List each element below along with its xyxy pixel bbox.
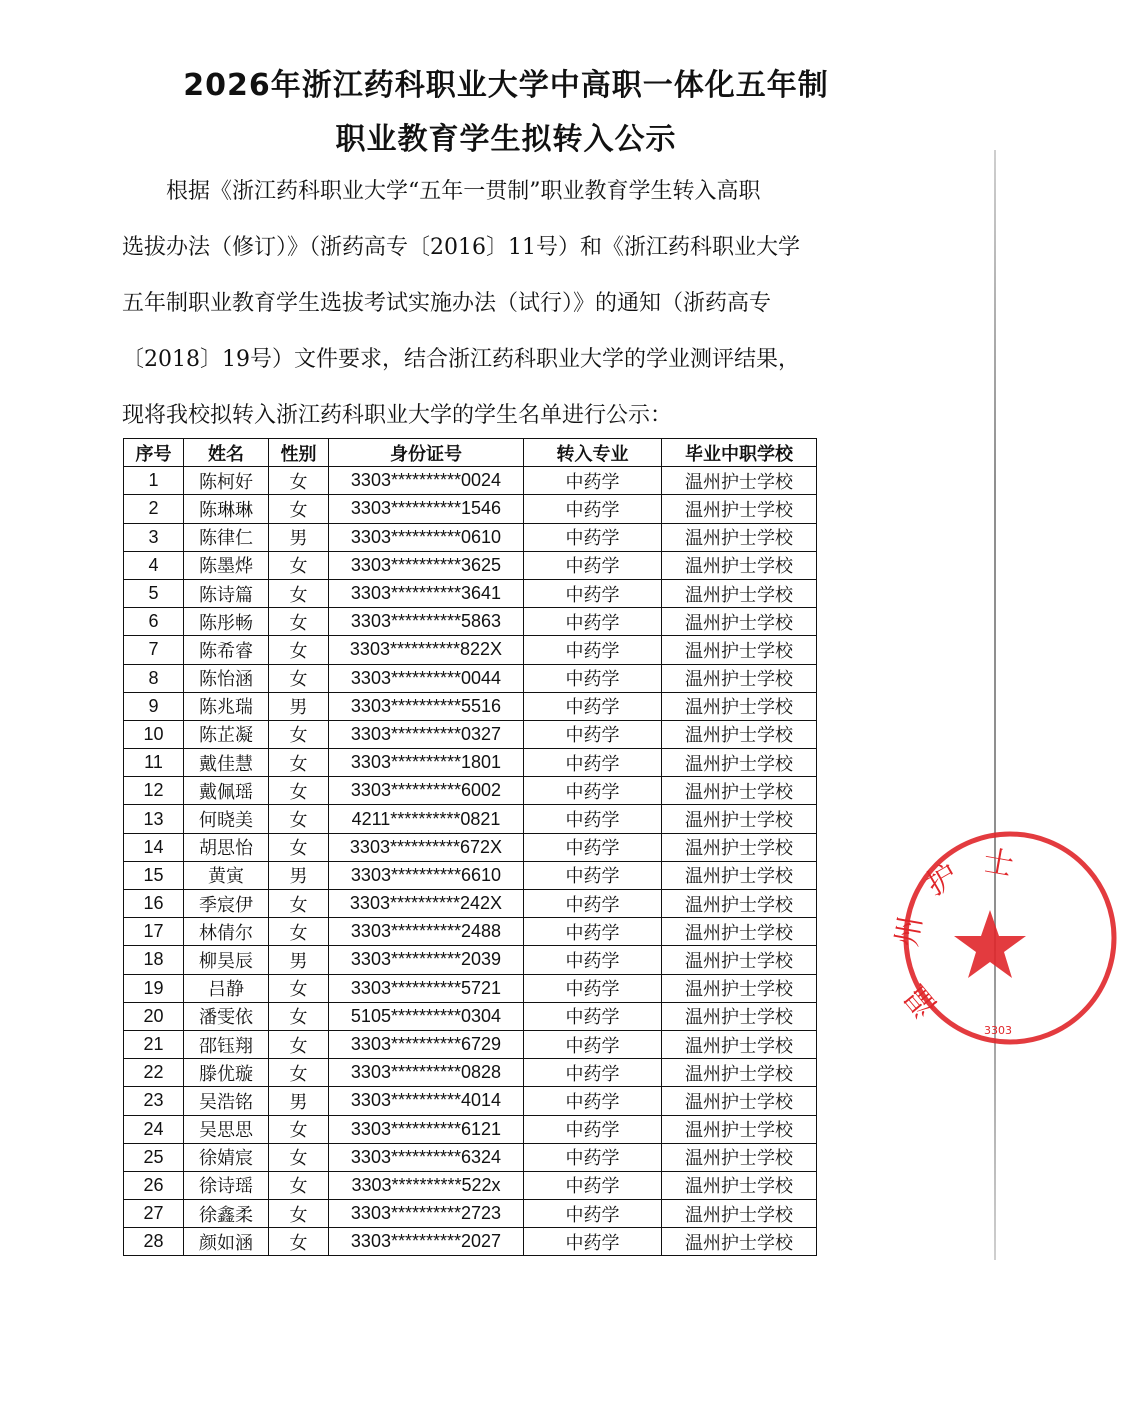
table-row [124,1115,817,1143]
cell-major: 中药学 [524,692,662,720]
cell-id-number: 3303**********0828 [329,1059,524,1087]
cell-index: 19 [124,974,184,1002]
cell-gender: 女 [269,1171,329,1199]
cell-school: 温州护士学校 [662,608,817,636]
cell-gender: 男 [269,692,329,720]
cell-index: 7 [124,636,184,664]
cell-school: 温州护士学校 [662,1002,817,1030]
cell-gender: 男 [269,861,329,889]
cell-name: 陈柯好 [184,467,269,495]
cell-gender: 女 [269,720,329,748]
cell-gender: 女 [269,636,329,664]
cell-id-number: 3303**********6002 [329,777,524,805]
cell-id-number: 3303**********1801 [329,749,524,777]
cell-gender: 女 [269,1143,329,1171]
table-row [124,467,817,495]
cell-name: 陈律仁 [184,523,269,551]
cell-index: 25 [124,1143,184,1171]
cell-gender: 女 [269,664,329,692]
cell-index: 5 [124,579,184,607]
cell-index: 16 [124,890,184,918]
cell-school: 温州护士学校 [662,1228,817,1256]
cell-name: 柳昊辰 [184,946,269,974]
table-row [124,749,817,777]
cell-index: 26 [124,1171,184,1199]
cell-major: 中药学 [524,890,662,918]
cell-index: 18 [124,946,184,974]
cell-id-number: 3303**********672X [329,833,524,861]
cell-id-number: 3303**********6324 [329,1143,524,1171]
document-title-line2: 职业教育学生拟转入公示 [335,122,677,157]
cell-id-number: 3303**********3641 [329,579,524,607]
cell-index: 17 [124,918,184,946]
cell-major: 中药学 [524,551,662,579]
cell-school: 温州护士学校 [662,1143,817,1171]
cell-name: 戴佳慧 [184,749,269,777]
header-gender: 性别 [269,439,329,467]
cell-index: 20 [124,1002,184,1030]
cell-name: 徐婧宸 [184,1143,269,1171]
header-id-number: 身份证号 [329,439,524,467]
cell-school: 温州护士学校 [662,467,817,495]
intro-line-4: 〔2018〕19号）文件要求，结合浙江药科职业大学的学业测评结果， [122,347,800,372]
intro-line-5: 现将我校拟转入浙江药科职业大学的学生名单进行公示： [122,403,673,428]
cell-gender: 女 [269,1059,329,1087]
intro-line-1: 根据《浙江药科职业大学“五年一贯制”职业教育学生转入高职 [166,179,761,204]
cell-gender: 女 [269,608,329,636]
cell-name: 戴佩瑶 [184,777,269,805]
cell-major: 中药学 [524,918,662,946]
cell-gender: 女 [269,579,329,607]
table-row [124,833,817,861]
cell-index: 9 [124,692,184,720]
official-seal [890,818,1130,1058]
table-row [124,1171,817,1199]
table-row [124,608,817,636]
cell-name: 陈希睿 [184,636,269,664]
cell-index: 23 [124,1087,184,1115]
cell-major: 中药学 [524,1030,662,1058]
cell-gender: 男 [269,523,329,551]
cell-index: 12 [124,777,184,805]
cell-index: 2 [124,495,184,523]
cell-id-number: 3303**********5516 [329,692,524,720]
cell-name: 徐诗瑶 [184,1171,269,1199]
cell-id-number: 3303**********6729 [329,1030,524,1058]
cell-major: 中药学 [524,946,662,974]
cell-name: 邵钰翔 [184,1030,269,1058]
cell-major: 中药学 [524,861,662,889]
seal-char-3: 护 [920,857,964,903]
cell-id-number: 3303**********522x [329,1171,524,1199]
cell-major: 中药学 [524,777,662,805]
cell-major: 中药学 [524,523,662,551]
cell-name: 滕优璇 [184,1059,269,1087]
table-row [124,692,817,720]
cell-id-number: 3303**********4014 [329,1087,524,1115]
cell-index: 11 [124,749,184,777]
cell-school: 温州护士学校 [662,1115,817,1143]
document-title-line1: 2026年浙江药科职业大学中高职一体化五年制 [183,68,829,103]
cell-id-number: 3303**********0024 [329,467,524,495]
cell-major: 中药学 [524,1115,662,1143]
header-major: 转入专业 [524,439,662,467]
cell-gender: 女 [269,777,329,805]
table-row [124,523,817,551]
cell-index: 21 [124,1030,184,1058]
cell-gender: 女 [269,1228,329,1256]
cell-index: 1 [124,467,184,495]
cell-gender: 男 [269,946,329,974]
cell-id-number: 3303**********0044 [329,664,524,692]
seal-char-1: 温 [898,977,945,1024]
cell-major: 中药学 [524,974,662,1002]
table-header-row [124,439,817,467]
cell-id-number: 3303**********2488 [329,918,524,946]
cell-index: 15 [124,861,184,889]
table-row [124,636,817,664]
cell-school: 温州护士学校 [662,692,817,720]
header-index: 序号 [124,439,184,467]
cell-major: 中药学 [524,720,662,748]
cell-index: 24 [124,1115,184,1143]
cell-index: 28 [124,1228,184,1256]
cell-index: 13 [124,805,184,833]
cell-major: 中药学 [524,467,662,495]
cell-major: 中药学 [524,1228,662,1256]
cell-major: 中药学 [524,833,662,861]
cell-name: 颜如涵 [184,1228,269,1256]
cell-id-number: 3303**********6610 [329,861,524,889]
table-row [124,1200,817,1228]
cell-major: 中药学 [524,495,662,523]
table-row [124,861,817,889]
cell-name: 陈琳琳 [184,495,269,523]
cell-gender: 男 [269,1087,329,1115]
cell-id-number: 3303**********822X [329,636,524,664]
cell-index: 22 [124,1059,184,1087]
cell-school: 温州护士学校 [662,664,817,692]
cell-id-number: 5105**********0304 [329,1002,524,1030]
cell-name: 陈墨烨 [184,551,269,579]
cell-gender: 女 [269,1200,329,1228]
cell-id-number: 3303**********2723 [329,1200,524,1228]
table-row [124,1030,817,1058]
cell-gender: 女 [269,805,329,833]
table-row [124,1087,817,1115]
cell-gender: 女 [269,1002,329,1030]
table-row [124,495,817,523]
cell-id-number: 4211**********0821 [329,805,524,833]
scan-edge-line [994,150,996,1260]
cell-name: 吴思思 [184,1115,269,1143]
cell-gender: 女 [269,890,329,918]
header-school: 毕业中职学校 [662,439,817,467]
cell-index: 6 [124,608,184,636]
cell-name: 林倩尔 [184,918,269,946]
cell-name: 陈兆瑞 [184,692,269,720]
cell-id-number: 3303**********5721 [329,974,524,1002]
cell-school: 温州护士学校 [662,918,817,946]
seal-star-icon [954,910,1026,978]
table-row [124,890,817,918]
table-row [124,777,817,805]
cell-major: 中药学 [524,608,662,636]
cell-school: 温州护士学校 [662,523,817,551]
cell-index: 3 [124,523,184,551]
cell-name: 黄寅 [184,861,269,889]
cell-id-number: 3303**********5863 [329,608,524,636]
cell-id-number: 3303**********0327 [329,720,524,748]
intro-paragraph [122,164,838,444]
cell-index: 27 [124,1200,184,1228]
cell-index: 14 [124,833,184,861]
cell-name: 胡思怡 [184,833,269,861]
table-row [124,1002,817,1030]
cell-index: 10 [124,720,184,748]
cell-index: 8 [124,664,184,692]
cell-id-number: 3303**********0610 [329,523,524,551]
seal-char-4: 士 [980,843,1017,884]
cell-gender: 女 [269,974,329,1002]
cell-major: 中药学 [524,1059,662,1087]
cell-school: 温州护士学校 [662,1087,817,1115]
cell-major: 中药学 [524,1171,662,1199]
cell-school: 温州护士学校 [662,749,817,777]
student-list-table [123,438,817,1256]
cell-gender: 女 [269,551,329,579]
cell-school: 温州护士学校 [662,946,817,974]
cell-name: 何晓美 [184,805,269,833]
cell-name: 潘雯依 [184,1002,269,1030]
cell-major: 中药学 [524,1002,662,1030]
cell-id-number: 3303**********2039 [329,946,524,974]
cell-gender: 女 [269,467,329,495]
table-row [124,579,817,607]
cell-school: 温州护士学校 [662,1171,817,1199]
table-row [124,974,817,1002]
cell-major: 中药学 [524,636,662,664]
cell-name: 陈诗篇 [184,579,269,607]
cell-school: 温州护士学校 [662,579,817,607]
cell-major: 中药学 [524,805,662,833]
table-row [124,918,817,946]
cell-gender: 女 [269,833,329,861]
cell-school: 温州护士学校 [662,974,817,1002]
cell-id-number: 3303**********6121 [329,1115,524,1143]
table-row [124,720,817,748]
cell-index: 4 [124,551,184,579]
table-row [124,946,817,974]
cell-id-number: 3303**********242X [329,890,524,918]
cell-major: 中药学 [524,1087,662,1115]
cell-name: 陈彤畅 [184,608,269,636]
cell-school: 温州护士学校 [662,1059,817,1087]
cell-major: 中药学 [524,664,662,692]
cell-name: 吕静 [184,974,269,1002]
cell-id-number: 3303**********3625 [329,551,524,579]
cell-id-number: 3303**********1546 [329,495,524,523]
cell-school: 温州护士学校 [662,890,817,918]
cell-name: 季宸伊 [184,890,269,918]
cell-school: 温州护士学校 [662,833,817,861]
table-row [124,551,817,579]
cell-name: 吴浩铭 [184,1087,269,1115]
header-name: 姓名 [184,439,269,467]
cell-gender: 女 [269,495,329,523]
seal-char-2: 州 [889,913,930,950]
cell-id-number: 3303**********2027 [329,1228,524,1256]
cell-school: 温州护士学校 [662,495,817,523]
intro-line-3: 五年制职业教育学生选拔考试实施办法（试行）》的通知（浙药高专 [122,291,772,316]
cell-school: 温州护士学校 [662,551,817,579]
cell-major: 中药学 [524,579,662,607]
cell-name: 徐鑫柔 [184,1200,269,1228]
cell-major: 中药学 [524,1200,662,1228]
cell-gender: 女 [269,918,329,946]
intro-line-2: 选拔办法（修订）》（浙药高专〔2016〕11号）和《浙江药科职业大学 [122,235,800,260]
cell-major: 中药学 [524,749,662,777]
cell-school: 温州护士学校 [662,1030,817,1058]
table-row [124,664,817,692]
table-row [124,1059,817,1087]
cell-school: 温州护士学校 [662,720,817,748]
table-row [124,805,817,833]
seal-code: 3303 [984,1024,1012,1037]
cell-gender: 女 [269,749,329,777]
table-row [124,1228,817,1256]
cell-school: 温州护士学校 [662,805,817,833]
cell-name: 陈怡涵 [184,664,269,692]
cell-school: 温州护士学校 [662,1200,817,1228]
table-body [124,467,817,1256]
table-row [124,1143,817,1171]
cell-name: 陈芷凝 [184,720,269,748]
cell-gender: 女 [269,1030,329,1058]
cell-school: 温州护士学校 [662,777,817,805]
cell-school: 温州护士学校 [662,636,817,664]
cell-gender: 女 [269,1115,329,1143]
cell-major: 中药学 [524,1143,662,1171]
cell-school: 温州护士学校 [662,861,817,889]
